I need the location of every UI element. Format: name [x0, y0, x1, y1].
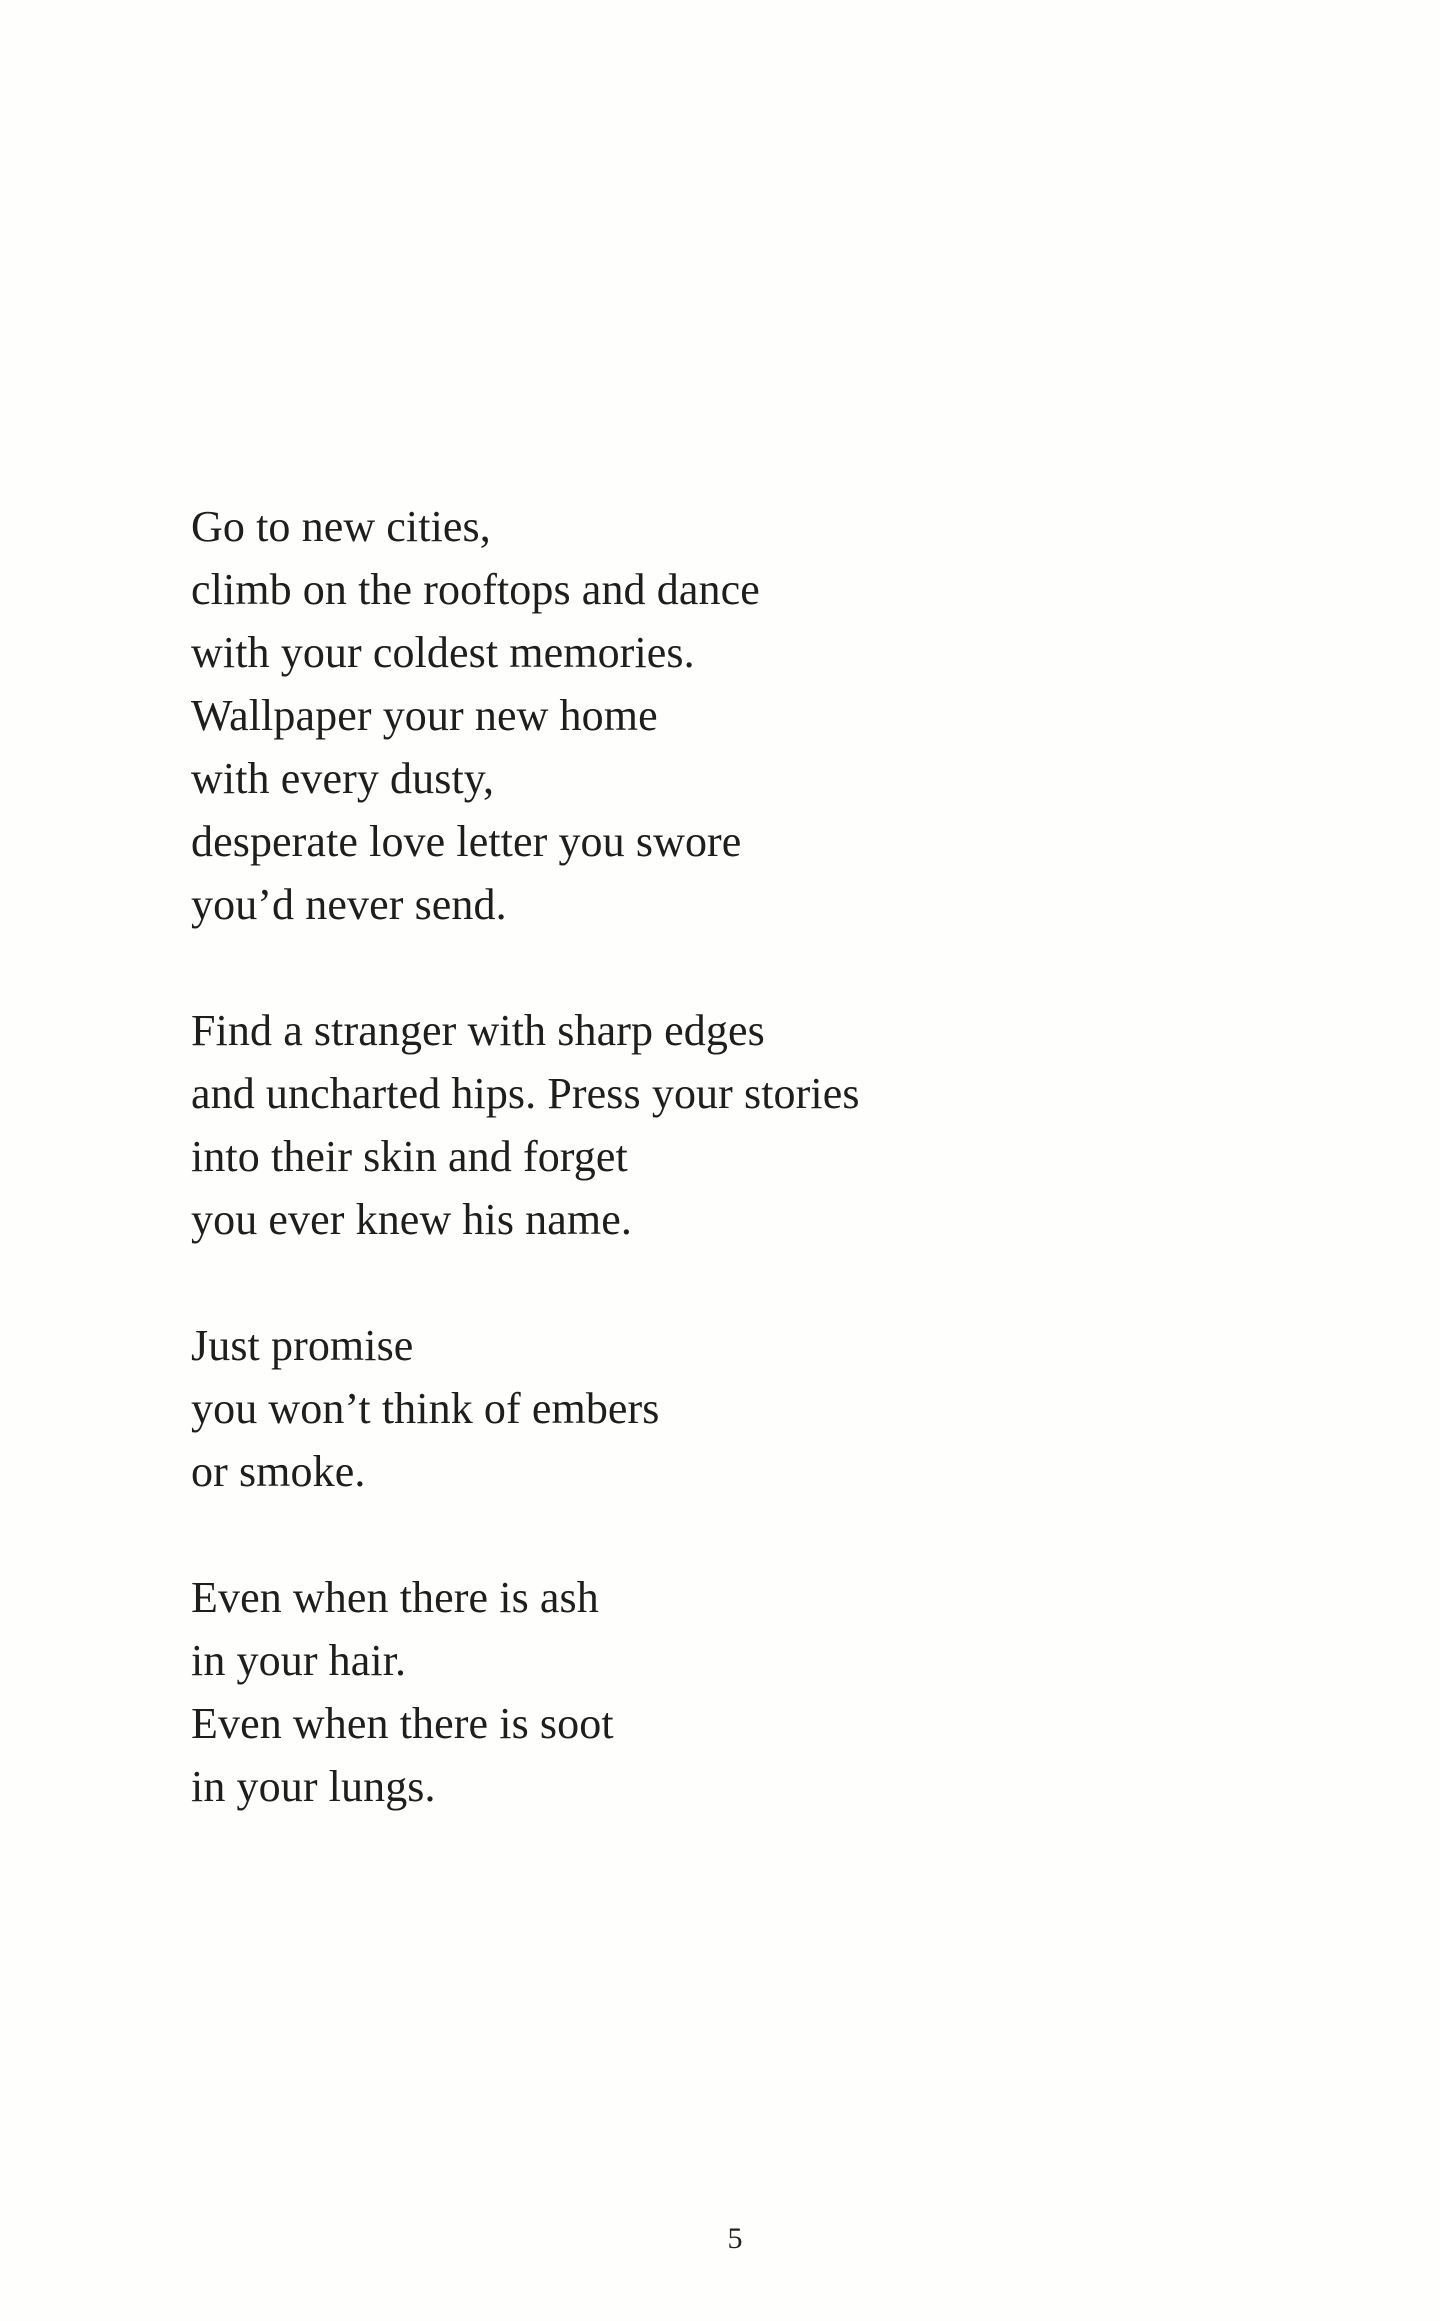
poem-line: with every dusty, — [191, 754, 495, 803]
poem-line: into their skin and forget — [191, 1132, 628, 1181]
poem-line: desperate love letter you swore — [191, 817, 742, 866]
poem-line: in your hair. — [191, 1636, 407, 1685]
poem-line: Find a stranger with sharp edges — [191, 1006, 765, 1055]
stanza-1 — [191, 495, 1091, 936]
stanza-4 — [191, 1566, 1091, 1818]
page-number: 5 — [727, 2222, 743, 2255]
poem-line: Go to new cities, — [191, 502, 491, 551]
poem-line: Even when there is soot — [191, 1699, 614, 1748]
poem-line: and uncharted hips. Press your stories — [191, 1069, 860, 1118]
stanza-break — [191, 1251, 1091, 1314]
stanza-2 — [191, 999, 1091, 1251]
poem-line: in your lungs. — [191, 1762, 436, 1811]
stanza-3 — [191, 1314, 1091, 1503]
poem-line: you ever knew his name. — [191, 1195, 632, 1244]
poem-line: with your coldest memories. — [191, 628, 695, 677]
poem-line: Just promise — [191, 1321, 414, 1370]
poem-line: you won’t think of embers — [191, 1384, 660, 1433]
stanza-break — [191, 1503, 1091, 1566]
stanza-break — [191, 936, 1091, 999]
poem-line: you’d never send. — [191, 880, 507, 929]
poem-line: climb on the rooftops and dance — [191, 565, 760, 614]
poem-line: Even when there is ash — [191, 1573, 599, 1622]
poem-line: or smoke. — [191, 1447, 366, 1496]
poem — [191, 495, 1091, 1818]
poem-line: Wallpaper your new home — [191, 691, 658, 740]
